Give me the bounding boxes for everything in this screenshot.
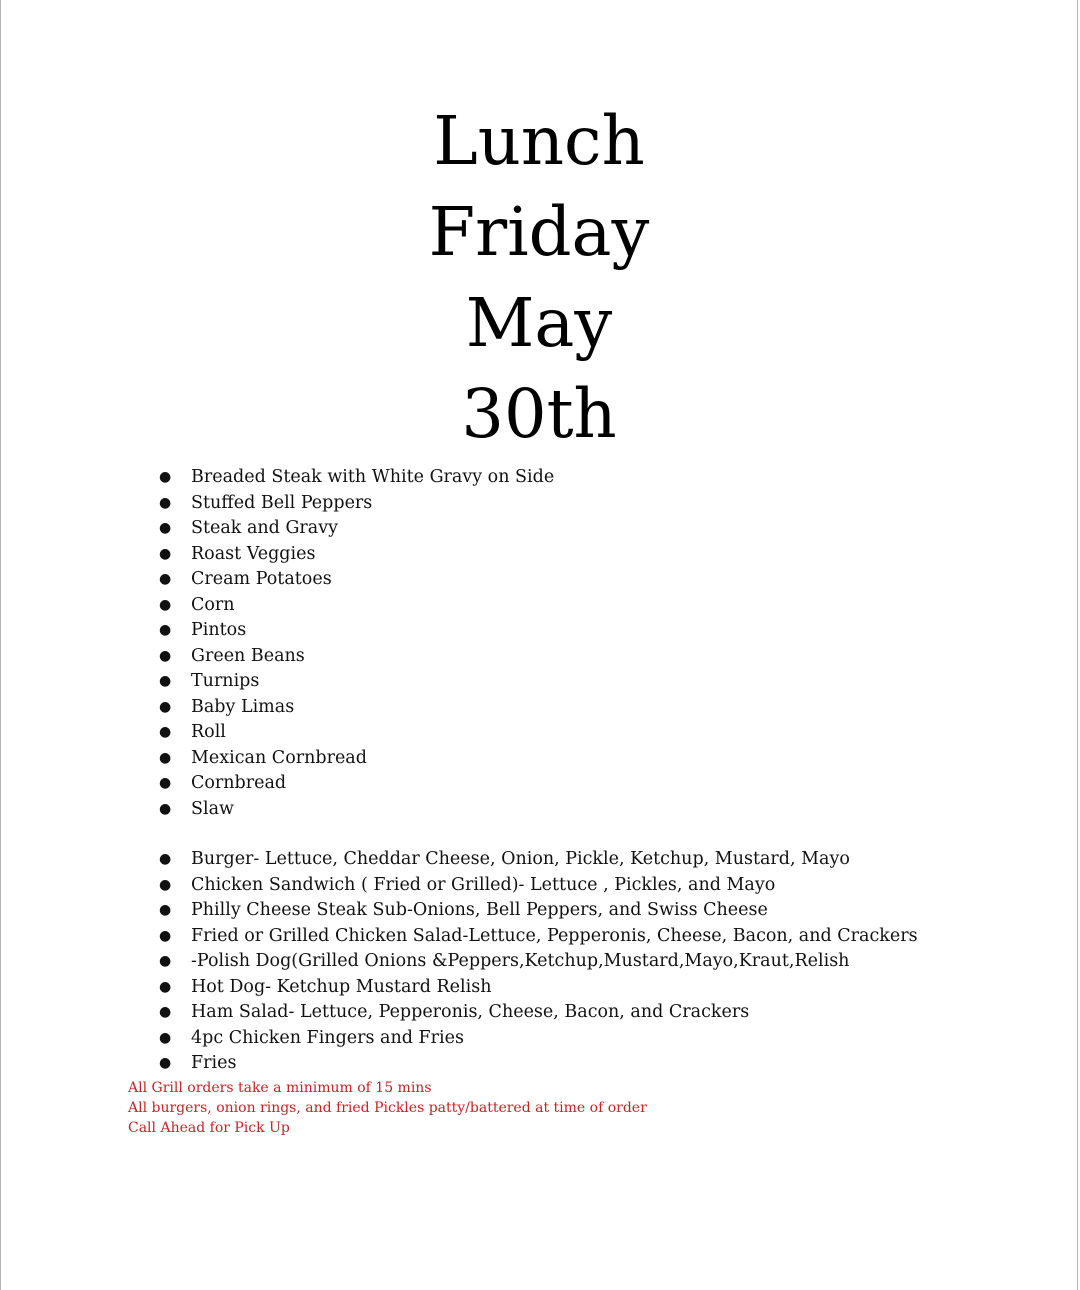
bullet-icon: ● [159, 698, 172, 715]
bullet-icon: ● [159, 1055, 172, 1071]
menu-item-label: Roast Veggies [191, 543, 316, 564]
bullet-icon: ● [159, 469, 172, 485]
menu-item-label: 4pc Chicken Fingers and Fries [191, 1027, 464, 1048]
bullet-icon: ● [159, 953, 172, 969]
bullet-icon: ● [159, 902, 172, 918]
bullet-icon: ● [159, 647, 172, 664]
bullet-icon: ● [159, 494, 172, 511]
title-day: Friday [428, 193, 650, 271]
menu-item-label: Steak and Gravy [191, 518, 338, 538]
bullet-icon: ● [159, 520, 172, 536]
menu-item-label: Cream Potatoes [191, 569, 332, 589]
menu-item-label: Roll [191, 722, 226, 742]
bullet-icon: ● [159, 749, 172, 766]
bullet-icon: ● [159, 927, 172, 944]
note-line: All burgers, onion rings, and fried Pickles patty/battered at time of order [128, 1100, 647, 1116]
menu-item-label: Breaded Steak with White Gravy on Side [191, 467, 555, 487]
title-meal: Lunch [433, 102, 645, 180]
menu-item-label: Corn [191, 594, 235, 615]
bullet-icon: ● [159, 724, 172, 740]
menu-item-label: Green Beans [191, 645, 305, 666]
bullet-icon: ● [159, 596, 172, 613]
menu-item-label: Fries [191, 1053, 237, 1073]
note-line: All Grill orders take a minimum of 15 mins [128, 1080, 432, 1096]
bullet-icon: ● [159, 851, 172, 867]
menu-item-label: Fried or Grilled Chicken Salad-Lettuce, Pepperonis, Cheese, Bacon, and Crackers [191, 925, 918, 946]
title-date: 30th [461, 375, 617, 453]
menu-item-label: Hot Dog- Ketchup Mustard Relish [191, 976, 492, 997]
menu-item-label: Turnips [191, 671, 260, 691]
page-title [1, 96, 1077, 460]
bullet-icon: ● [159, 800, 172, 817]
bullet-icon: ● [159, 571, 172, 587]
bullet-icon: ● [159, 978, 172, 995]
menu-item-label: Mexican Cornbread [191, 747, 367, 768]
bullet-icon: ● [159, 545, 172, 562]
bullet-icon: ● [159, 673, 172, 689]
menu-item-label: Baby Limas [191, 696, 295, 717]
menu-item-label: Slaw [191, 798, 234, 819]
menu-item-label: Pintos [191, 620, 247, 640]
menu-item-label: Chicken Sandwich ( Fried or Grilled)- Lettuce , Pickles, and Mayo [191, 874, 776, 895]
bullet-icon: ● [159, 1004, 172, 1020]
title-month: May [465, 284, 613, 362]
menu-item-label: Burger- Lettuce, Cheddar Cheese, Onion, Pickle, Ketchup, Mustard, Mayo [191, 849, 850, 869]
menu-item-label: Stuffed Bell Peppers [191, 492, 373, 513]
bullet-icon: ● [159, 622, 172, 638]
menu-item-label: -Polish Dog(Grilled Onions &Peppers,Ketchup,Mustard,Mayo,Kraut,Relish [191, 951, 850, 971]
bullet-icon: ● [159, 775, 172, 791]
note-line: Call Ahead for Pick Up [128, 1120, 290, 1136]
bullet-icon: ● [159, 876, 172, 893]
menu-item-label: Ham Salad- Lettuce, Pepperonis, Cheese, Bacon, and Crackers [191, 1002, 750, 1022]
order-notes [128, 1078, 647, 1138]
menu-item-label: Cornbread [191, 773, 287, 793]
bullet-icon: ● [159, 1029, 172, 1046]
menu-item-label: Philly Cheese Steak Sub-Onions, Bell Peppers, and Swiss Cheese [191, 900, 768, 920]
